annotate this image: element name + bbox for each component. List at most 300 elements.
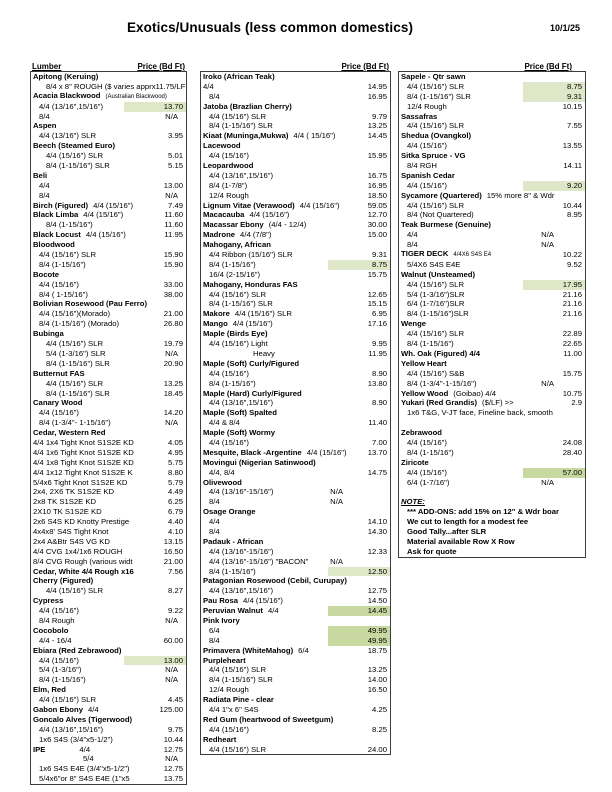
price-value: 13.70: [367, 447, 387, 457]
price-row: [201, 131, 390, 141]
price-value: 11.40: [368, 418, 387, 428]
column-3-header: [398, 58, 586, 71]
species-name: Padauk - African: [203, 536, 264, 546]
price-value: 8.95: [567, 210, 582, 220]
price-value: 4.45: [168, 695, 183, 705]
species-name: Beli: [33, 170, 48, 180]
item-spec-suffix: 4/4 (7/8"): [240, 230, 272, 240]
item-spec-suffix: 4/4 (15/16"): [243, 596, 283, 606]
species-name: Maple (Birds Eye): [203, 329, 268, 339]
price-value: 49.95: [328, 636, 390, 646]
species-name: Good Tally...after SLR: [407, 526, 487, 536]
species-name: Macassar Ebony (4/4 - 12/4): [203, 220, 307, 230]
price-row: [399, 309, 585, 319]
price-row: [201, 576, 390, 586]
price-row: [399, 487, 585, 497]
price-row: [201, 389, 390, 399]
price-value: 14.95: [367, 81, 387, 91]
species-name: Peruvian Walnut 4/4: [203, 606, 279, 616]
item-spec: 4/4: [39, 180, 50, 190]
price-row: [201, 319, 390, 329]
item-spec: 8/4 (1-15/16") (Morado): [39, 319, 120, 329]
price-value: 30.00: [367, 220, 387, 230]
species-name: Osage Orange: [203, 507, 256, 517]
price-value: N/A: [330, 497, 343, 507]
price-row: [201, 665, 390, 675]
column-header-price: Price (Bd Ft): [341, 62, 389, 71]
price-value: 14.00: [367, 675, 387, 685]
price-value: 20.90: [163, 358, 183, 368]
price-row: [201, 92, 390, 102]
item-spec: 8/4 (1-15/16") SLR: [46, 161, 110, 171]
price-row: [31, 201, 186, 211]
price-row: [31, 646, 186, 656]
item-spec: 8/4: [209, 635, 220, 645]
price-row: [31, 576, 186, 586]
price-value: N/A: [541, 230, 554, 240]
price-value: 11.95: [368, 348, 387, 358]
item-spec: 4/4: [203, 81, 214, 91]
species-name: Yellow Heart: [401, 358, 447, 368]
price-row: [201, 329, 390, 339]
price-value: 12.75: [367, 586, 387, 596]
species-name: Cypress: [33, 596, 64, 606]
price-value: 5.79: [168, 477, 183, 487]
item-spec: 4/4 1x4 Tight Knot S1S2E KD: [33, 437, 134, 447]
price-value: 10.22: [562, 250, 582, 260]
price-value: 15.90: [163, 250, 183, 260]
price-value: 16.50: [367, 685, 387, 695]
price-row: [399, 389, 585, 399]
price-value: 14.75: [367, 467, 387, 477]
price-row: [201, 299, 390, 309]
item-spec: 8/4 (1-15/16")SLR: [407, 309, 469, 319]
price-value: 7.55: [567, 121, 582, 131]
price-row: [201, 418, 390, 428]
species-name: Bocote: [33, 269, 60, 279]
price-row: [399, 131, 585, 141]
item-spec: 4/4 (15/16") SLR: [407, 279, 464, 289]
price-row: [201, 478, 390, 488]
price-row: [399, 339, 585, 349]
price-value: 15.15: [367, 299, 387, 309]
price-row: [31, 468, 186, 478]
item-spec: 4/4 (15/16") SLR: [39, 250, 96, 260]
species-name: Movingui (Nigerian Satinwood): [203, 457, 316, 467]
price-value: 21.00: [163, 556, 183, 566]
species-name: Zebrawood: [401, 428, 443, 438]
price-value: 3.95: [168, 131, 183, 141]
item-spec: 5/4: [83, 754, 94, 764]
item-spec: 8/4: [209, 497, 220, 507]
price-row: [31, 319, 186, 329]
species-name: Mahogany, African: [203, 240, 271, 250]
species-name: Butternut FAS: [33, 368, 85, 378]
price-row: [399, 181, 585, 191]
price-row: [201, 557, 390, 567]
item-spec: 8/4 (1-15/16"): [407, 339, 454, 349]
page-date: 10/1/25: [549, 23, 580, 33]
species-name: Ziricote: [401, 457, 429, 467]
item-spec: 8/4: [39, 190, 50, 200]
item-spec: 8/4 (1-15/16") SLR: [209, 121, 273, 131]
price-value: N/A: [165, 111, 178, 121]
price-row: [31, 398, 186, 408]
price-row: [399, 280, 585, 290]
price-row: [399, 369, 585, 379]
price-row: [31, 606, 186, 616]
item-spec-suffix: (Australian Blackwood): [105, 93, 167, 100]
price-row: [201, 141, 390, 151]
price-value: 13.25: [367, 665, 387, 675]
price-row: [399, 72, 585, 82]
item-spec-suffix: 4/4 (15/16"): [299, 200, 340, 210]
item-spec: 4/4 1x12 Tight Knot S1S2E K: [33, 467, 133, 477]
price-row: [399, 240, 585, 250]
price-value: 4.05: [168, 437, 183, 447]
price-value: 8.27: [168, 586, 183, 596]
item-spec: 4/4 (13/16"-15/16"): [209, 487, 274, 497]
price-value: 38.00: [163, 289, 183, 299]
price-row: [31, 448, 186, 458]
price-value: N/A: [330, 487, 343, 497]
item-spec: 6/4 (1-7/16"): [407, 477, 450, 487]
species-name: Birch (Figured) 4/4 (15/16"): [33, 200, 134, 210]
species-name: Red Gum (heartwood of Sweetgum): [203, 714, 334, 724]
price-row: [201, 448, 390, 458]
price-row: [31, 299, 186, 309]
price-value: 5.15: [168, 161, 183, 171]
item-spec: 8/4 (1-15/16"): [39, 675, 86, 685]
price-row: [201, 646, 390, 656]
price-row: [31, 112, 186, 122]
price-value: N/A: [165, 675, 178, 685]
price-value: 11.60: [164, 220, 183, 230]
price-row: [31, 497, 186, 507]
price-row: [201, 487, 390, 497]
price-value: 21.16: [562, 299, 582, 309]
price-row: [399, 260, 585, 270]
price-row: [31, 270, 186, 280]
item-spec: Heavy: [253, 348, 275, 358]
price-row: [201, 359, 390, 369]
price-row: [201, 606, 390, 616]
price-row: [399, 270, 585, 280]
item-spec: 12/4 Rough: [209, 190, 249, 200]
item-spec: 12/4 Rough: [407, 101, 447, 111]
species-name: Primavera (WhiteMahog) 6/4: [203, 645, 309, 655]
price-row: [399, 112, 585, 122]
price-row: [31, 260, 186, 270]
item-spec: 8/4: [39, 111, 50, 121]
price-value: 4.25: [372, 705, 387, 714]
item-spec: 6/4: [209, 625, 220, 635]
price-value: 4.95: [168, 447, 183, 457]
species-name: Purpleheart: [203, 655, 246, 665]
price-row: [31, 181, 186, 191]
species-name: IPE 4/4: [33, 744, 91, 754]
price-value: 18.75: [367, 645, 387, 655]
price-list-box-1: [30, 71, 187, 785]
price-row: [201, 517, 390, 527]
item-spec: 4/4 (15/16") SLR: [209, 665, 266, 675]
price-value: N/A: [330, 556, 343, 566]
price-row: [201, 210, 390, 220]
price-row: [201, 497, 390, 507]
price-row: [201, 82, 390, 92]
price-row: [399, 141, 585, 151]
item-spec: 4/4 (15/16"): [39, 408, 79, 418]
item-spec: 4/4 (15/16"): [209, 368, 249, 378]
item-spec-suffix: 4/4: [87, 705, 99, 714]
species-name: Radiata Pine - clear: [203, 695, 274, 705]
price-value: 11.95: [164, 230, 183, 240]
price-value: 13.55: [562, 141, 582, 151]
species-name: Apitong (Keruing): [33, 72, 99, 81]
item-spec: 4/4 1"x 6" S4S: [209, 705, 259, 714]
price-row: [31, 438, 186, 448]
price-value: 21.16: [562, 289, 582, 299]
species-name: Black Locust 4/4 (15/16"): [33, 230, 126, 240]
item-spec: 5/4 (1-3/16")SLR: [407, 289, 465, 299]
item-spec: 2X10 TK S1S2E KD: [33, 507, 102, 517]
item-spec: 5/4X6 S4S E4E: [407, 259, 461, 269]
price-row: [31, 329, 186, 339]
price-value: 18.45: [163, 388, 183, 398]
price-row: [201, 102, 390, 112]
price-value: 8.75: [328, 260, 390, 270]
price-row: [31, 131, 186, 141]
price-row: [31, 517, 186, 527]
species-name: Mahogany, Honduras FAS: [203, 279, 298, 289]
price-value: 16.75: [367, 170, 387, 180]
price-row: [399, 507, 585, 517]
item-spec: 8/4 (1-15/16") SLR: [46, 358, 110, 368]
price-row: [31, 121, 186, 131]
item-spec-suffix: 4/4 (15/16"): [249, 210, 290, 220]
price-row: [399, 349, 585, 359]
price-row: [201, 725, 390, 735]
price-row: [399, 220, 585, 230]
price-row: [201, 250, 390, 260]
price-value: 26.80: [163, 319, 183, 329]
price-row: [201, 438, 390, 448]
price-value: 7.00: [372, 437, 387, 447]
price-row: [31, 171, 186, 181]
price-row: [31, 161, 186, 171]
item-spec: 4/4 (13/16",15/16"): [209, 398, 274, 408]
price-value: 22.89: [562, 329, 582, 339]
item-spec: 4/4 (15/16"): [407, 467, 447, 477]
price-row: [201, 339, 390, 349]
price-row: [31, 567, 186, 577]
item-spec: 4/4 1x8 Tight Knot S1S2E KD: [33, 457, 134, 467]
price-row: [399, 121, 585, 131]
item-spec: 4/4 (15/16") SLR: [407, 329, 464, 339]
price-row: [201, 112, 390, 122]
price-value: 17.95: [523, 280, 585, 290]
item-spec: 4/4 (15/16"): [209, 724, 249, 734]
price-value: 18.50: [367, 190, 387, 200]
price-row: [399, 210, 585, 220]
price-row: [399, 329, 585, 339]
price-row: [31, 359, 186, 369]
item-spec: 8/4 (1-3/4"-1-15/16"): [407, 378, 477, 388]
column-1-header: [30, 58, 187, 71]
species-name: Jatoba (Brazlian Cherry): [203, 101, 292, 111]
species-name: Pink Ivory: [203, 615, 240, 625]
price-value: 15.75: [562, 368, 582, 378]
species-name: Pau Rosa 4/4 (15/16"): [203, 596, 283, 606]
price-row: [201, 270, 390, 280]
price-row: [31, 240, 186, 250]
item-spec: 4/4 (13/16"-15/16") "BACON": [209, 556, 309, 566]
price-row: [399, 398, 585, 408]
item-spec: 4/4, 8/4: [209, 467, 235, 477]
price-row: [201, 290, 390, 300]
price-value: N/A: [165, 754, 178, 764]
price-row: [201, 507, 390, 517]
price-value: 12.70: [367, 210, 387, 220]
item-spec: 5/4x6"or 8" S4S E4E (1"x5: [39, 774, 130, 784]
price-row: [201, 181, 390, 191]
price-value: 15.95: [367, 151, 387, 161]
price-row: [201, 616, 390, 626]
item-spec: 8/4 (1-3/4"- 1-15/16"): [39, 418, 111, 428]
price-value: 4.40: [168, 517, 183, 527]
price-row: [201, 121, 390, 131]
item-spec: 4/4 (13/16",15/16"): [209, 170, 274, 180]
price-row: [31, 695, 186, 705]
species-name: Makore 4/4 (15/16") SLR: [203, 309, 292, 319]
species-name: Patagonian Rosewood (Cebil, Curupay): [203, 576, 347, 586]
item-spec: 4/4 & 8/4: [209, 418, 240, 428]
species-name: Cedar, Western Red: [33, 428, 106, 438]
species-name: Wh. Oak (Figured) 4/4: [401, 348, 481, 358]
price-row: [399, 448, 585, 458]
item-spec: 4/4 CVG 1x4/1x6 ROUGH: [33, 546, 123, 556]
price-row: [31, 527, 186, 537]
item-spec: 8/4 (1-15/16"): [46, 220, 93, 230]
price-value: 17.16: [367, 319, 387, 329]
item-spec: 5/4x6 Tight Knot S1S2E KD: [33, 477, 128, 487]
price-value: 10.44: [163, 734, 183, 744]
price-value: 15.90: [163, 259, 183, 269]
item-spec: 4/4 (15/16"): [407, 180, 447, 190]
price-row: [31, 102, 186, 112]
price-row: [31, 369, 186, 379]
item-spec: 4/4 (15/16")(Morado): [39, 309, 111, 319]
price-row: [31, 754, 186, 764]
species-name: Redheart: [203, 734, 237, 744]
price-value: 13.75: [163, 774, 183, 784]
species-name: Walnut (Unsteamed): [401, 269, 476, 279]
item-spec: 4/4: [209, 517, 220, 527]
item-spec: 4/4 (15/16") SLR: [407, 81, 464, 91]
price-row: [201, 240, 390, 250]
item-spec: 8/4 (1-15/16") SLR: [407, 91, 471, 101]
price-value: N/A: [165, 665, 178, 675]
price-value: 14.45: [328, 606, 390, 616]
price-value: 22.65: [562, 339, 582, 349]
item-spec: 8/4: [407, 240, 418, 250]
species-name: Maple (Soft) Wormy: [203, 428, 276, 438]
price-row: [31, 72, 186, 82]
species-name: Macacauba 4/4 (15/16"): [203, 210, 290, 220]
species-name: Sassafras: [401, 111, 438, 121]
price-row: [31, 210, 186, 220]
item-spec-suffix: 4/4 (15/16"): [83, 210, 124, 220]
item-spec: 4/4 (15/16") SLR: [46, 151, 103, 161]
species-name: Bloodwood: [33, 240, 75, 250]
price-value: 12.65: [367, 289, 387, 299]
price-row: [201, 191, 390, 201]
price-row: [31, 774, 186, 784]
price-value: 5.01: [168, 151, 183, 161]
price-row: [399, 319, 585, 329]
species-name: Bolivian Rosewood (Pau Ferro): [33, 299, 148, 309]
species-name: Maple (Soft) Spalted: [203, 408, 277, 418]
species-name: Beech (Steamed Euro): [33, 141, 116, 151]
price-value: 14.30: [367, 526, 387, 536]
item-spec: 8/4 Rough: [39, 615, 75, 625]
price-row: [31, 408, 186, 418]
price-row: [399, 161, 585, 171]
lumber-column-1: [30, 58, 187, 785]
price-row: [31, 418, 186, 428]
item-spec-suffix: 6/4: [298, 645, 309, 655]
item-spec-suffix: 4/4: [79, 744, 91, 754]
price-row: [31, 557, 186, 567]
item-spec: 4/4 (15/16") SLR: [407, 121, 464, 131]
price-value: N/A: [165, 348, 178, 358]
item-spec: 4/4 (15/16"): [407, 141, 447, 151]
price-row: [31, 220, 186, 230]
item-spec: 2x6 S4S KD Knotty Prestige: [33, 517, 130, 527]
species-name: Cherry (Figured): [33, 576, 94, 586]
price-row: [201, 547, 390, 557]
price-value: N/A: [541, 240, 554, 250]
price-value: 6.79: [168, 507, 183, 517]
price-row: [31, 665, 186, 675]
item-spec: 8/4: [209, 91, 220, 101]
price-row: [399, 468, 585, 478]
price-value: 49.95: [328, 626, 390, 636]
page-title: Exotics/Unusuals (less common domestics): [126, 20, 414, 35]
item-spec-suffix: 4/4 (15/16"): [93, 200, 134, 210]
item-spec-suffix: ($/LF) >>: [482, 398, 514, 408]
item-spec: 5/4 (1-3/16") SLR: [46, 348, 106, 358]
price-value: 15.00: [367, 230, 387, 240]
price-row: [31, 656, 186, 666]
price-row: [31, 230, 186, 240]
species-name: Mango 4/4 (15/16"): [203, 319, 273, 329]
price-value: 13.15: [163, 536, 183, 546]
price-value: 12.75: [163, 744, 183, 754]
species-name: Spanish Cedar: [401, 170, 455, 180]
species-name: Yellow Wood (Goibao) 4/4: [401, 388, 496, 398]
price-row: [31, 616, 186, 626]
item-spec: 16/4 (2-15/16"): [209, 269, 261, 279]
item-spec: 4/4 (15/16"): [39, 606, 79, 616]
price-value: 16.95: [367, 91, 387, 101]
item-spec: 8/4 (1-15/16") SLR: [209, 675, 273, 685]
item-spec: 4/4 (15/16"): [209, 437, 249, 447]
item-spec: 4/4 (15/16") S&B: [407, 368, 465, 378]
price-row: [31, 250, 186, 260]
price-value: 15.75: [367, 269, 387, 279]
price-row: [31, 428, 186, 438]
